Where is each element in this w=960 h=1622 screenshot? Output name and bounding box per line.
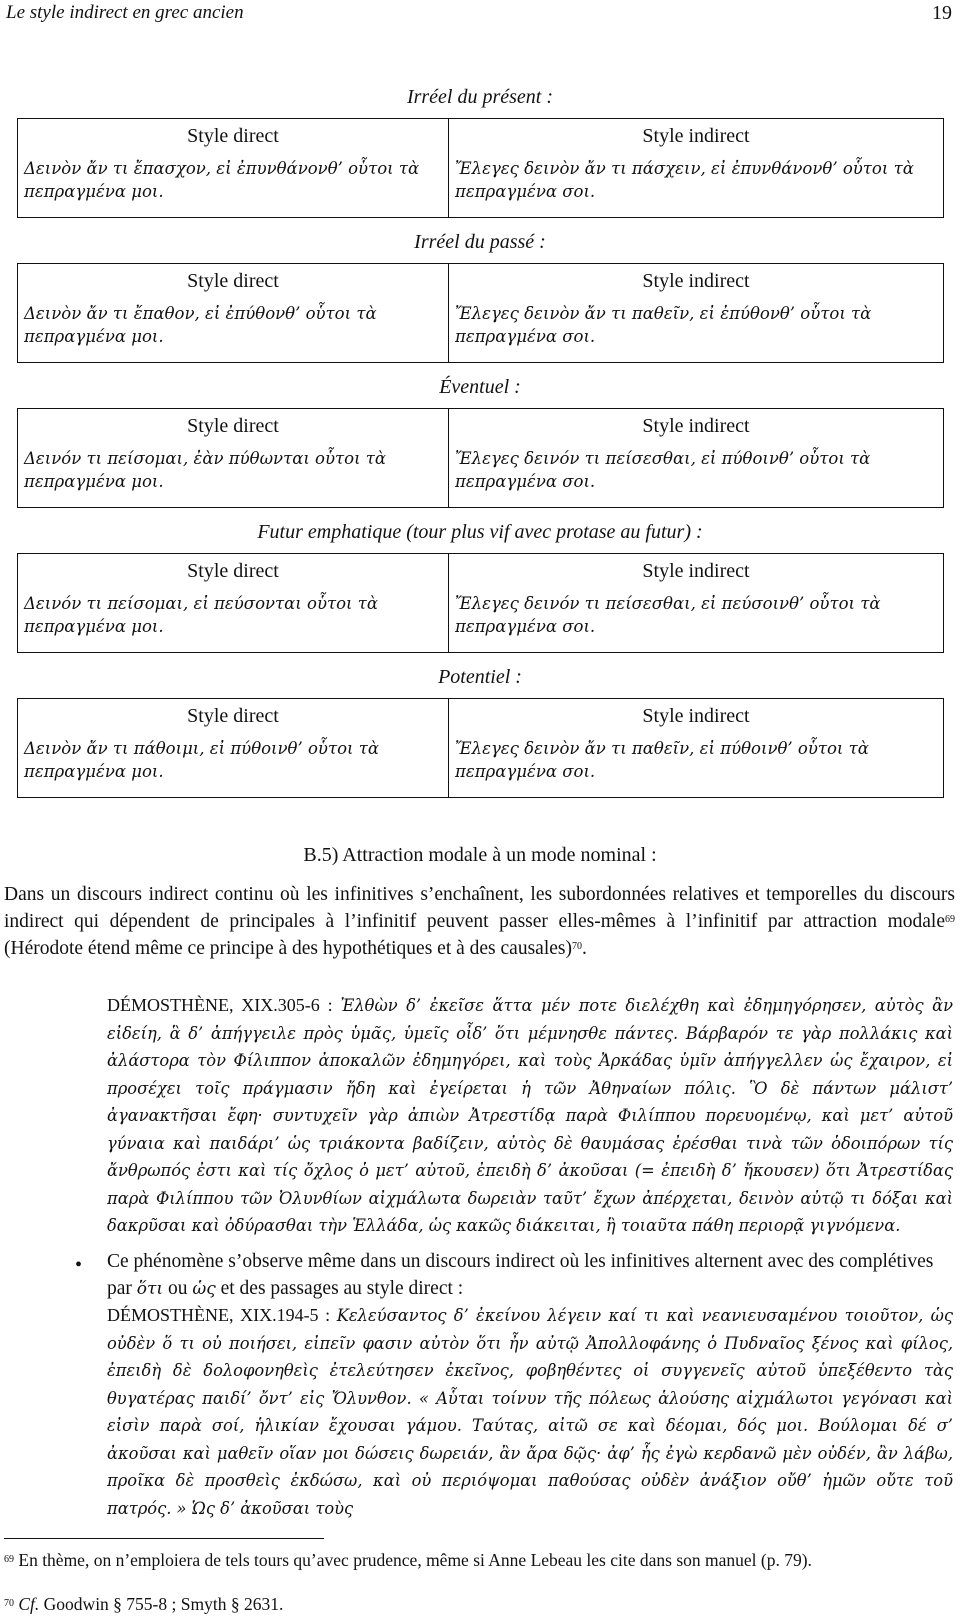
comparison-table <box>17 263 944 363</box>
greek-word: ὅτι <box>136 1279 164 1299</box>
column-header-indirect: Style indirect <box>642 705 750 727</box>
column-header-direct: Style direct <box>187 270 279 292</box>
greek-direct: Δεινόν τι πείσομαι, ἐὰν πύθωνται οὗτοι τὰ πεπραγμένα μοι. <box>24 449 387 491</box>
column-header-indirect: Style indirect <box>642 125 750 147</box>
greek-direct: Δεινὸν ἄν τι ἔπαθον, εἰ ἐπύθονθ’ οὗτοι τὰ πεπραγμένα μοι. <box>24 304 377 346</box>
greek-direct: Δεινὸν ἄν τι πάθοιμι, εἰ πύθοινθ’ οὗτοι τὰ πεπραγμένα μοι. <box>24 739 379 781</box>
indirect-cell <box>449 119 944 218</box>
greek-quotation: Ἐλθὼν δ’ ἐκεῖσε ἅττα μέν ποτε διελέχθη καὶ ἐδημηγόρησεν, αὐτὸς ἂν εἰδείη, ἃ δ’ ἀπήγγειλε πρὸς ὑμᾶς, ὑμεῖς οἶδ’ ὅτι μέμνησθε πάντες. Βάρβαρόν τε γὰρ πολλάκις καὶ ἀλάστορα τὸν Φίλιππον ἀποκαλῶν ἐδημηγόρει, καὶ τοὺς Ἀρκάδας ὑμῖν ἀπήγγελλεν ὡς ἔχαιρον, εἰ προσέχει τοῖς πράγμασιν ἤδη καὶ ἐγείρεται ἡ τῶν Ἀθηναίων πόλις. Ὃ δὲ πάντων μάλιστ’ ἀγανακτῆσαι ἔφη· συντυχεῖν γὰρ ἀπιὼν Ἀτρεστίδᾳ παρὰ Φιλίππου πορευομένῳ, καὶ μετ’ αὐτοῦ γύναια καὶ παιδάρι’ ὡς τριάκοντα βαδίζειν, αὐτὸς δὲ θαυμάσας ἐρέσθαι τινὰ τῶν ὁδοιπόρων τίς ἄνθρωπός ἐστι καὶ τίς ὄχλος ὁ μετ’ αὐτοῦ, ἐπειδὴ δ’ ἀκοῦσαι (= ἐπειδὴ δ’ ἤκουσεν) ὅτι Ἀτρεστίδας παρὰ Φιλίππου τῶν Ὀλυνθίων αἰχμάλωτα δωρειὰν ταῦτ’ ἔχων ἀπέρχεται, δεινὸν αὐτῷ τι δόξαι καὶ δακρῦσαι καὶ ὀδύρασθαι τὴν Ἑλλάδα, ὡς κακῶς διάκειται, ἣ τοιαῦτα πάθη περιορᾷ γιγνόμενα. <box>107 996 953 1235</box>
citation-block <box>107 1302 953 1522</box>
paragraph-text: Dans un discours indirect continu où les infinitives s’enchaînent, les subordonnées relatives et temporelles du discours indirect qui dépendent de principales à l’infinitif peuvent passer elles-mêmes à l’infinitif par attraction modale <box>4 884 955 932</box>
mode-label: Irréel du passé : <box>414 231 546 253</box>
column-header-direct: Style direct <box>187 415 279 437</box>
comparison-table <box>17 553 944 653</box>
direct-cell <box>18 264 449 363</box>
mode-label: Éventuel : <box>439 376 521 398</box>
column-header-direct: Style direct <box>187 560 279 582</box>
mode-label: Futur emphatique (tour plus vif avec protase au futur) : <box>257 521 703 543</box>
footnote <box>4 1594 954 1614</box>
mode-label: Potentiel : <box>438 666 522 688</box>
greek-quotation: Κελεύσαντος δ’ ἐκείνου λέγειν καί τι καὶ νεανιευσαμένου τοιοῦτον, ὡς οὐδὲν ὅ τι οὐ ποιήσει, εἰπεῖν φασιν αὐτὸν ὅτι ἦν αὐτῷ Ἀπολλοφάνης ὁ Πυδναῖος ξένος καὶ φίλος, ἐπειδὴ δὲ δολοφονηθεὶς ἐτελεύτησεν ἐκεῖνος, φοβηθέντες οἱ συγγενεῖς αὐτοῦ ὑπεξέθεντο τὰς θυγατέρας παιδί’ ὄντ’ εἰς Ὄλυνθον. « Αὗται τοίνυν τῆς πόλεως ἁλούσης αἰχμάλωτοι γεγόνασι καὶ εἰσὶν παρὰ σοί, ἡλικίαν ἔχουσαι γάμου. Ταύτας, αἰτῶ σε καὶ δέομαι, δός μοι. Βούλομαι δέ σ’ ἀκοῦσαι καὶ μαθεῖν οἵαν μοι δώσεις δωρειάν, ἂν ἄρα δῷς· ἀφ’ ἧς ἐγὼ κερδανῶ μὲν οὐδέν, ἂν λάβω, προῖκα δὲ προσθεὶς ἐκδώσω, καὶ οὐ περιόψομαι παθούσας οὐδὲν ἀνάξιον οὔθ’ ἡμῶν οὔτε τοῦ πατρός. » Ὡς δ’ ἀκοῦσαι τοὺς <box>107 1306 953 1518</box>
comparison-table <box>17 118 944 218</box>
citation-source: DÉMOSTHÈNE, XIX.194-5 : <box>107 1305 337 1325</box>
footnote-number: 70 <box>4 1598 14 1609</box>
greek-indirect: Ἔλεγες δεινὸν ἄν τι παθεῖν, εἰ ἐπύθονθ’ οὗτοι τὰ πεπραγμένα σοι. <box>455 304 872 346</box>
bullet-icon: • <box>75 1254 83 1276</box>
greek-indirect: Ἔλεγες δεινὸν ἄν τι πάσχειν, εἰ ἐπυνθάνονθ’ οὗτοι τὰ πεπραγμένα σοι. <box>455 159 914 201</box>
comparison-table <box>17 408 944 508</box>
column-header-direct: Style direct <box>187 705 279 727</box>
citation-block <box>107 992 953 1240</box>
greek-direct: Δεινὸν ἄν τι ἔπασχον, εἰ ἐπυνθάνονθ’ οὗτοι τὰ πεπραγμένα μοι. <box>24 159 420 201</box>
indirect-cell <box>449 264 944 363</box>
footnote-ref[interactable]: 70 <box>571 941 582 952</box>
direct-cell <box>18 554 449 653</box>
section-heading: B.5) Attraction modale à un mode nominal : <box>303 844 657 866</box>
paragraph-text: (Hérodote étend même ce principe à des hypothétiques et à des causales) <box>4 938 572 959</box>
direct-cell <box>18 119 449 218</box>
greek-indirect: Ἔλεγες δεινόν τι πείσεσθαι, εἰ πεύσοινθ’ οὗτοι τὰ πεπραγμένα σοι. <box>455 594 881 636</box>
direct-cell <box>18 409 449 508</box>
footnote <box>4 1550 954 1570</box>
indirect-cell <box>449 409 944 508</box>
footnote-text: En thème, on n’emploiera de tels tours qu’avec prudence, même si Anne Lebeau les cite dans son manuel (p. 79). <box>14 1550 812 1570</box>
column-header-indirect: Style indirect <box>642 560 750 582</box>
column-header-indirect: Style indirect <box>642 270 750 292</box>
mode-label: Irréel du présent : <box>406 86 554 108</box>
footnote-text: Goodwin § 755-8 ; Smyth § 2631. <box>39 1594 284 1614</box>
column-header-indirect: Style indirect <box>642 415 750 437</box>
running-head: Le style indirect en grec ancien <box>6 2 244 23</box>
page-number: 19 <box>932 2 952 24</box>
indirect-cell <box>449 554 944 653</box>
body-paragraph <box>4 881 955 962</box>
greek-indirect: Ἔλεγες δεινόν τι πείσεσθαι, εἰ πύθοινθ’ οὗτοι τὰ πεπραγμένα σοι. <box>455 449 871 491</box>
citation-source: DÉMOSTHÈNE, XIX.305-6 : <box>107 995 341 1015</box>
bullet-text: Ce phénomène s’observe même dans un discours indirect où les infinitives alternent avec des complétives par <box>107 1251 934 1299</box>
paragraph-text: . <box>581 938 587 959</box>
bullet-text: et des passages au style direct : <box>215 1278 464 1299</box>
footnote-cf: Cf. <box>18 1594 40 1614</box>
greek-indirect: Ἔλεγες δεινὸν ἄν τι παθεῖν, εἰ πύθοινθ’ οὗτοι τὰ πεπραγμένα σοι. <box>455 739 869 781</box>
greek-word: ὡς <box>192 1279 216 1299</box>
bullet-item <box>107 1248 957 1303</box>
comparison-table <box>17 698 944 798</box>
indirect-cell <box>449 699 944 798</box>
greek-direct: Δεινόν τι πείσομαι, εἰ πεύσονται οὗτοι τὰ πεπραγμένα μοι. <box>24 594 379 636</box>
direct-cell <box>18 699 449 798</box>
footnote-ref[interactable]: 69 <box>945 914 955 925</box>
footnote-number: 69 <box>4 1554 14 1565</box>
bullet-text: ou <box>163 1278 193 1299</box>
footnote-separator <box>4 1538 324 1539</box>
column-header-direct: Style direct <box>187 125 279 147</box>
